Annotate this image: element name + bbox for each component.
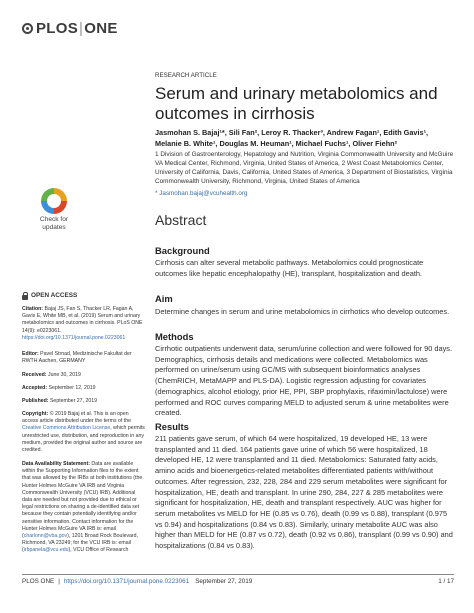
corresponding-email-link[interactable]: * Jasmohan.bajaj@vcuhealth.org	[155, 190, 248, 197]
badge-line-2: updates	[42, 224, 66, 231]
abstract-heading: Abstract	[155, 212, 207, 228]
plos-logo-icon	[22, 23, 33, 34]
methods-text: Cirrhotic outpatients underwent data, serum/urine collection and were followed for 90 days. Demographics, cirrhosis details and medications were collected. Metabolomics was performed on urine/serum using GC/MS with subsequent bioinformatics analyses (ChemRICH, MetaMAPP and PLS-DA). Logistic regression adjusting for covariates (demographics, alcohol etiology, prior HE, PPI, SBP prophylaxis, rifaximin/lactulose) were performed and ROC curves comparing MELD to adjusted serum & urine metabolites were created.	[155, 344, 453, 418]
footer-journal: PLOS ONE	[22, 578, 55, 585]
footer-doi-link[interactable]: https://doi.org/10.1371/journal.pone.0223061	[63, 578, 190, 585]
results-heading: Results	[155, 421, 189, 432]
aim-text: Determine changes in serum and urine metabolomics in cirrhotics who develop outcomes.	[155, 307, 450, 316]
background-heading: Background	[155, 245, 210, 256]
logo-text: PLOS|ONE	[36, 20, 118, 37]
vcu-irb-email-link[interactable]: irbpanela@vcu.edu	[23, 547, 69, 554]
va-irb-email-link[interactable]: charlonn@vba.gov	[23, 533, 68, 540]
footer-separator: |	[58, 578, 60, 585]
citation-doi-link[interactable]: https://doi.org/10.1371/journal.pone.0223061	[22, 334, 126, 341]
methods-heading: Methods	[155, 331, 194, 342]
accepted-date: Accepted: September 12, 2019	[22, 385, 96, 391]
footer-date: September 27, 2019	[195, 578, 253, 585]
plos-one-logo	[22, 20, 118, 37]
aim-heading: Aim	[155, 293, 173, 304]
results-text: 211 patients gave serum, of which 64 were hospitalized, 19 developed HE, 13 were transplanted and 11 died. 164 patients gave urine of which 56 were hospitalized, 18 developed HE, 12 were transplanted and 11 died. Metabolomics: Saturated fatty acids, amino acids and bioenergetics-related metabolites differentiated patients with/without outcomes. After regression, 232, 228, 284 and 229 serum metabolites were significant for hospitalization, HE, death and transplant. In urine 290, 284, 227 & 285 metabolites were significant for hospitalization, HE, death and transplant respectively. AUC was higher for serum metabolites vs MELD for HE (0.85 vs 0.76), death (0.99 vs 0.88), transplant (0.975 vs 0.94) and hospitalizations (0.84 vs 0.83). Similarly, urinary metabolite AUC was also higher than MELD for HE (0.87 vs 0.72), death (0.92 vs 0.86), transplant (0.99 vs 0.90) and hospitalizations (0.84 vs 0.83).	[155, 434, 453, 551]
open-lock-icon	[22, 292, 28, 300]
editor-block: Editor: Pavel Strnad, Medizinische Fakultat der RWTH Aachen, GERMANY	[22, 351, 132, 365]
copyright-block: Copyright: © 2019 Bajaj et al. This is an open access article distributed under the terms of the Creative Commons Attribution License, which permits unrestricted use, distribution, and reproduction in any medium, provided the original author and source are credited.	[22, 411, 145, 454]
article-type: RESEARCH ARTICLE	[155, 72, 217, 79]
badge-line-1: Check for	[39, 216, 69, 223]
cc-license-link[interactable]: Creative Commons Attribution License	[22, 425, 111, 432]
received-date: Received: June 30, 2019	[22, 372, 81, 378]
article-title: Serum and urinary metabolomics and outcomes in cirrhosis	[155, 84, 438, 123]
open-access-label: OPEN ACCESS	[22, 292, 146, 300]
check-for-updates-badge[interactable]	[30, 188, 78, 232]
data-availability-block: Data Availability Statement: Data are available within the Supporting Information files to the extent that was allowed by the IRBs at both institutions (the Hunter Holmes McGuire VA IRB and Virginia Commonwealth University (VCU) IRB). Additional data are needed but not provided due to ethical or legal restrictions on sharing a de-identified data set because they contain potentially identifying and/or sensitive information. Contact information for the Hunter Holmes McGuire VA IRB is: email (charlonn@vba.gov), 1201 Broad Rock Boulevard, Richmond, VA 23249; for the VCU IRB is: email (irbpanela@vcu.edu), VCU Office of Research	[22, 461, 143, 554]
page-footer	[22, 574, 454, 585]
author-list: Jasmohan S. Bajaj¹*, Sili Fan², Leroy R. Thacker³, Andrew Fagan¹, Edith Gavis¹, Melanie B. White¹, Douglas M. Heuman¹, Michael Fuchs¹, Oliver Fiehn²	[155, 128, 429, 148]
page-number: 1 / 17	[438, 578, 454, 585]
background-text: Cirrhosis can alter several metabolic pathways. Metabolomics could prognosticate outcomes like hepatic encephalopathy (HE), transplant, hospitalization and death.	[155, 258, 424, 278]
affiliations: 1 Division of Gastroenterology, Hepatology and Nutrition, Virginia Commonwealth University and McGuire VA Medical Center, Richmond, Virginia, United States of America, 2 West Coast Metabolomics Center, University of California, Davis, California, United States of America, 3 Department of Biostatistics, Virginia Commonwealth University, Richmond, Virginia, United States of America	[155, 151, 454, 185]
citation-block: Citation: Bajaj JS, Fan S, Thacker LR, Fagan A, Gavis E, White MB, et al. (2019) Serum and urinary metabolomics and outcomes in cirrhosis. PLoS ONE 14(9): e0223061. https://doi.org/10.1371/journal.pone.0223061	[22, 306, 143, 341]
published-date: Published: September 27, 2019	[22, 398, 97, 404]
crossmark-icon	[41, 188, 67, 214]
